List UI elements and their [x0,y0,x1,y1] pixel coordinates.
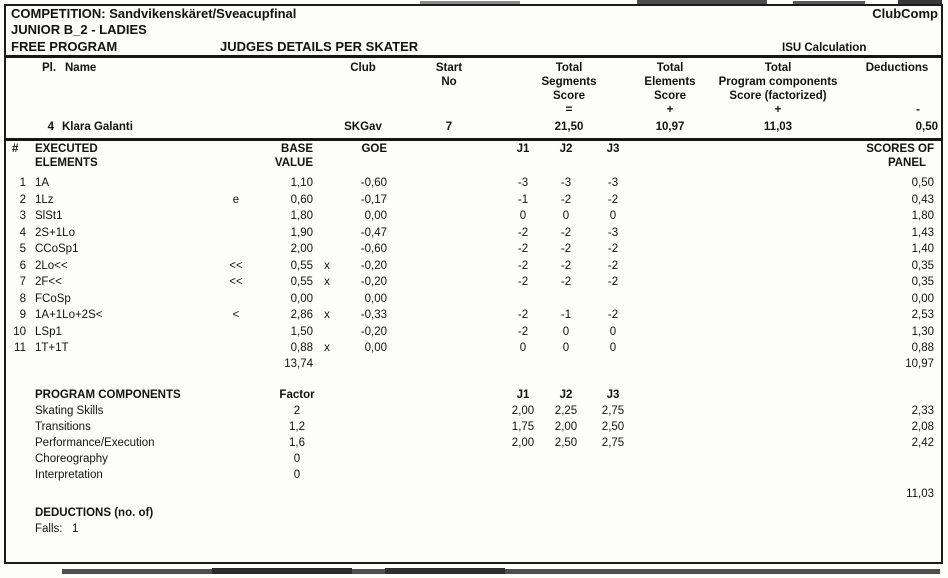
judge2-score: -2 [560,243,572,255]
element-number: 4 [19,227,26,239]
deductions-falls-label: Falls: [35,523,63,535]
elements-sign: + [666,104,674,116]
judge2-score: -2 [560,194,572,206]
skater-deductions: 0,50 [915,121,938,133]
element-x-credit: x [324,342,330,354]
element-base-value: 1,10 [290,177,313,189]
element-number: 5 [19,243,26,255]
judge2-score: -3 [560,177,572,189]
element-goe: 0,00 [364,342,387,354]
judge2-score: -2 [560,276,572,288]
element-panel-score: 1,30 [911,326,934,338]
judge2-score: 2,00 [554,421,578,433]
element-name: FCoSp [35,293,71,305]
calculation-label: ISU Calculation [782,42,867,54]
judge2-score: 2,25 [554,405,578,417]
element-row [0,293,948,308]
element-goe: 0,00 [364,210,387,222]
col-element-number: # [12,143,19,155]
element-number: 10 [13,326,26,338]
judge1-score: -2 [517,227,529,239]
element-base-value: 1,80 [290,210,313,222]
competition-title: COMPETITION: Sandvikenskäret/Sveacupfinal [11,6,297,21]
component-row [0,469,948,484]
col-total-components-2: Program components [718,76,838,88]
element-number: 1 [19,177,26,189]
judge1-score: -2 [517,260,529,272]
element-base-value: 0,00 [290,293,313,305]
component-row [0,405,948,420]
col-base: BASE [281,143,313,155]
element-row [0,194,948,209]
element-panel-score: 2,53 [911,309,934,321]
judge1-score: -2 [517,243,529,255]
element-info: < [232,309,240,321]
element-panel-score: 1,43 [911,227,934,239]
judge3-score: 2,50 [601,421,625,433]
element-goe: -0,17 [360,194,387,206]
element-base-value: 1,50 [290,326,313,338]
judge3-score: -2 [607,309,619,321]
element-base-value: 0,55 [290,260,313,272]
element-row [0,309,948,324]
component-factor: 0 [293,453,301,465]
element-row [0,326,948,341]
judge3-score: -2 [607,260,619,272]
judge3-score: 2,75 [601,405,625,417]
element-name: 1A+1Lo+2S< [35,309,103,321]
scan-artifact [212,568,352,574]
element-goe: -0,60 [360,243,387,255]
element-goe: -0,20 [360,326,387,338]
element-goe: -0,33 [360,309,387,321]
col-total-segments-2: Segments [541,76,597,88]
element-number: 11 [14,342,26,354]
element-goe: 0,00 [364,293,387,305]
element-base-value: 2,00 [290,243,313,255]
element-panel-score: 0,88 [911,342,934,354]
component-name: Performance/Execution [35,437,155,449]
judge1-score: -3 [517,177,529,189]
component-name: Interpretation [35,469,103,481]
judge1-score: -2 [517,326,529,338]
col-base-2: VALUE [274,157,313,169]
judge3-score: 0 [609,342,617,354]
col-judge3-components: J3 [606,389,620,401]
element-name: 1Lz [35,194,54,206]
element-name: LSp1 [35,326,62,338]
element-number: 6 [19,260,26,272]
judge1-score: 0 [519,210,527,222]
judge1-score: 1,75 [511,421,535,433]
element-number: 3 [19,210,26,222]
element-row [0,227,948,242]
element-goe: -0,20 [360,260,387,272]
sheet-title: JUDGES DETAILS PER SKATER [220,39,419,54]
judge1-score: -2 [517,276,529,288]
col-panel: PANEL [887,157,927,169]
col-start-no-2: No [441,76,457,88]
base-value-total: 13,74 [284,358,313,370]
component-factor: 2 [293,405,301,417]
component-name: Transitions [35,421,91,433]
judge2-score: -2 [560,227,572,239]
element-info: << [229,260,243,272]
judge2-score: 0 [562,210,570,222]
col-goe: GOE [361,143,387,155]
skater-club: SKGav [344,121,382,133]
col-start-no: Start [435,62,463,74]
component-row [0,453,948,468]
col-judge1: J1 [516,143,530,155]
judge3-score: 0 [609,326,617,338]
category-title: JUNIOR B_2 - LADIES [11,22,147,37]
component-row [0,421,948,436]
component-factor: 1,6 [289,437,305,449]
element-goe: -0,20 [360,276,387,288]
element-row [0,177,948,192]
col-deductions: Deductions [865,62,929,74]
element-row [0,342,948,357]
component-factor: 1,2 [289,421,305,433]
segments-sign: = [565,104,573,116]
element-panel-score: 0,43 [911,194,934,206]
header-divider [4,55,943,58]
element-panel-score: 0,35 [911,276,934,288]
components-header-row [0,389,948,404]
judge1-score: -2 [517,309,529,321]
skater-total-segments: 21,50 [554,121,584,133]
judge3-score: 0 [609,210,617,222]
element-row [0,276,948,291]
skater-place: 4 [47,121,54,133]
element-panel-score: 0,50 [911,177,934,189]
segment-title: FREE PROGRAM [11,39,118,54]
element-panel-score: 1,40 [911,243,934,255]
col-total-elements: Total [656,62,684,74]
judge2-score: 0 [562,342,570,354]
judge2-score: 0 [562,326,570,338]
element-info: e [232,194,240,206]
element-x-credit: x [324,260,330,272]
col-judge2-components: J2 [559,389,573,401]
components-panel-total: 11,03 [906,488,934,500]
component-row [0,437,948,452]
element-panel-score: 1,80 [911,210,934,222]
judge1-score: 0 [519,342,527,354]
col-total-components-3: Score (factorized) [729,90,827,102]
components-title: PROGRAM COMPONENTS [35,389,181,401]
element-x-credit: x [324,309,330,321]
scan-artifact [385,568,505,574]
judge3-score: -2 [607,276,619,288]
col-club: Club [350,62,376,74]
software-name: ClubComp [872,6,938,21]
element-base-value: 2,86 [290,309,313,321]
element-goe: -0,60 [360,177,387,189]
element-name: CCoSp1 [35,243,79,255]
deductions-sign: - [916,104,920,116]
component-factor: 0 [293,469,301,481]
results-header-row [0,62,948,77]
elements-header-row [0,143,948,158]
judge1-score: 2,00 [511,437,535,449]
element-info: << [229,276,243,288]
col-total-elements-3: Score [654,90,686,102]
element-name: 1A [35,177,50,189]
element-number: 9 [19,309,26,321]
element-base-value: 0,88 [290,342,313,354]
judge3-score: -3 [607,177,619,189]
col-judge3: J3 [606,143,620,155]
element-number: 2 [19,194,26,206]
element-goe: -0,47 [360,227,387,239]
col-place: Pl. [42,62,57,74]
results-header-row3 [0,90,948,105]
judge3-score: -3 [607,227,619,239]
element-x-credit: x [324,276,330,288]
element-name: 2F<< [35,276,62,288]
col-total-elements-2: Elements [644,76,696,88]
element-number: 7 [19,276,26,288]
element-row [0,260,948,275]
col-factor: Factor [279,389,315,401]
element-number: 8 [19,293,26,305]
element-panel-score: 0,35 [911,260,934,272]
component-name: Skating Skills [35,405,104,417]
col-total-components: Total [764,62,792,74]
elements-panel-total: 10,97 [905,358,934,370]
col-total-segments: Total [555,62,583,74]
results-header-row2 [0,76,948,91]
deductions-title: DEDUCTIONS (no. of) [35,507,154,519]
results-header-signs [0,104,948,119]
component-panel-score: 2,42 [911,437,934,449]
skater-name: Klara Galanti [62,121,133,133]
components-sign: + [774,104,782,116]
judge3-score: 2,75 [601,437,625,449]
element-base-value: 0,60 [290,194,313,206]
element-row [0,243,948,258]
judge1-score: 2,00 [511,405,535,417]
element-name: 2Lo<< [35,260,68,272]
judge3-score: -2 [607,194,619,206]
col-executed-2: ELEMENTS [35,157,98,169]
col-scores-of: SCORES OF [866,143,934,155]
skater-total-elements: 10,97 [655,121,685,133]
component-panel-score: 2,33 [911,405,934,417]
col-executed: EXECUTED [35,143,98,155]
components-total-row [0,488,948,503]
col-judge2: J2 [559,143,573,155]
element-name: 2S+1Lo [35,227,75,239]
element-panel-score: 0,00 [911,293,934,305]
skater-result-row [0,121,948,136]
element-base-value: 0,55 [290,276,313,288]
col-name: Name [65,62,97,74]
judge2-score: -2 [560,260,572,272]
element-name: 1T+1T [35,342,69,354]
judge2-score: 2,50 [554,437,578,449]
skater-start-no: 7 [445,121,453,133]
judge2-score: -1 [560,309,572,321]
judge1-score: -1 [517,194,529,206]
deductions-falls-value: 1 [72,523,79,535]
element-row [0,210,948,225]
col-total-segments-3: Score [553,90,585,102]
elements-total-row [0,358,948,373]
judge3-score: -2 [607,243,619,255]
results-divider [4,138,943,141]
element-name: SlSt1 [35,210,63,222]
component-panel-score: 2,08 [911,421,934,433]
element-base-value: 1,90 [290,227,313,239]
elements-header-row2 [0,157,948,172]
col-judge1-components: J1 [516,389,530,401]
component-name: Choreography [35,453,108,465]
skater-total-components: 11,03 [763,121,793,133]
